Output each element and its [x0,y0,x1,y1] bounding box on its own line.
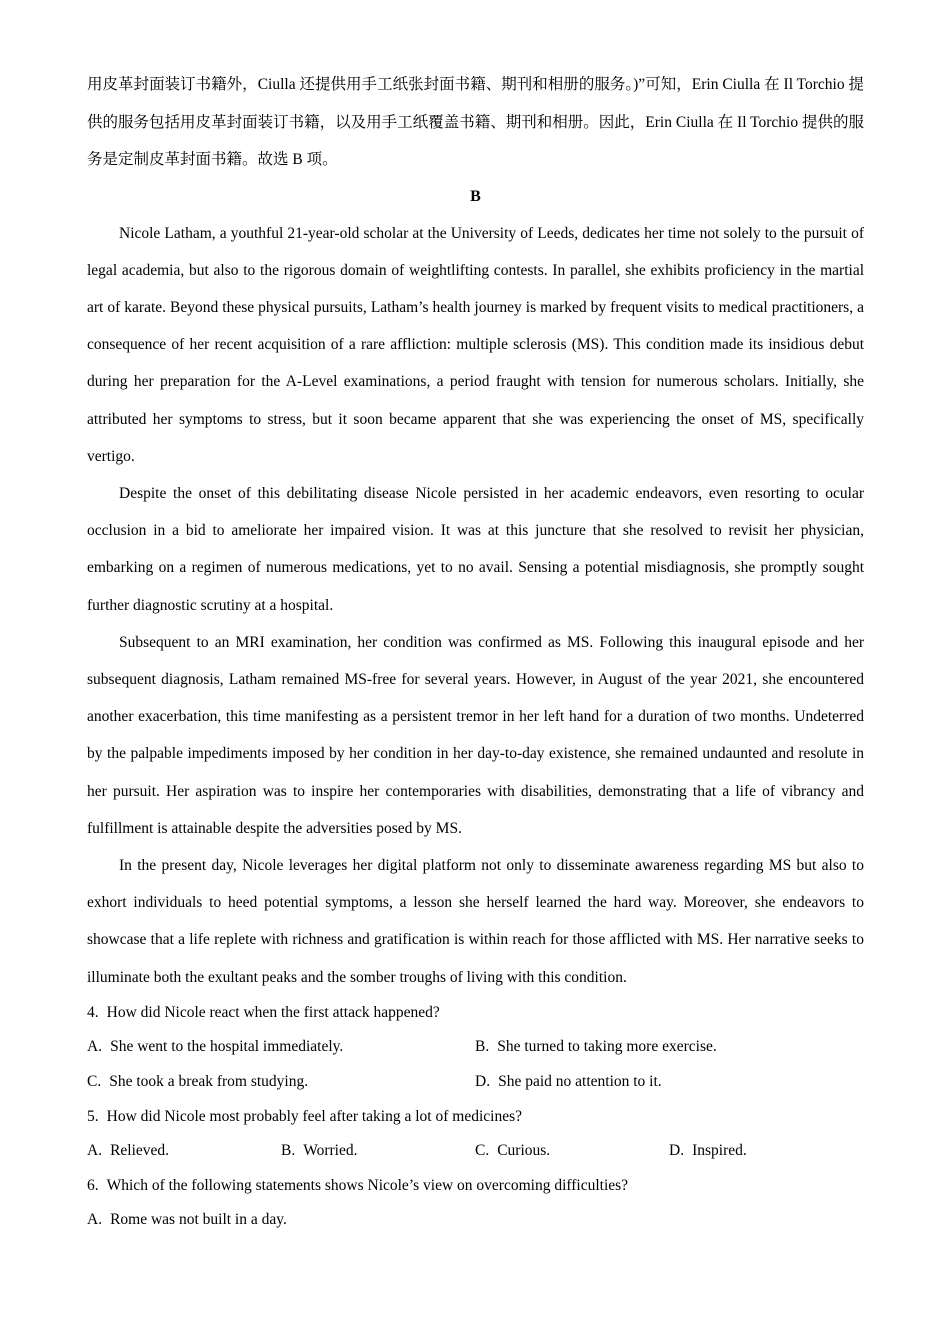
option-label: D. [475,1072,491,1090]
answer-option[interactable] [87,1134,281,1169]
question-block [87,996,864,1100]
answer-option[interactable] [669,1134,863,1169]
answer-option[interactable] [87,1203,475,1238]
option-text: She went to the hospital immediately. [110,1038,344,1056]
option-label: A. [87,1038,103,1056]
option-label: B. [281,1142,296,1160]
option-text: She turned to taking more exercise. [497,1038,717,1056]
option-label: C. [87,1072,102,1090]
option-text: Worried. [303,1142,358,1160]
question-block [87,1100,864,1169]
question-stem [87,1169,864,1204]
passage [87,215,864,996]
answer-option[interactable] [475,1134,669,1169]
answer-option[interactable] [475,1030,863,1065]
answer-option[interactable] [87,1065,475,1100]
option-text: Inspired. [692,1142,747,1160]
option-label: A. [87,1142,103,1160]
option-text: She paid no attention to it. [498,1072,662,1090]
answer-options [87,1134,864,1169]
question-number: 4. [87,1003,99,1021]
section-heading: B [470,187,481,205]
option-label: C. [475,1142,490,1160]
answer-option[interactable] [475,1065,863,1100]
answer-option[interactable] [281,1134,475,1169]
question-text: Which of the following statements shows Nicole’s view on overcoming difficulties? [106,1176,629,1194]
passage-paragraph: Subsequent to an MRI examination, her condition was confirmed as MS. Following this inaugural episode and her subsequent diagnosis, Latham remained MS-free for several years. However, in August of the year 2021, she encountered another exacerbation, this time manifesting as a persistent tremor in her left hand for a duration of two months. Undeterred by the palpable impediments imposed by her condition in her day-to-day existence, she remained undaunted and resolute in her pursuit. Her aspiration was to inspire her contemporaries with disabilities, demonstrating that a life of vibrancy and fulfillment is attainable despite the adversities posed by MS. [87,633,864,837]
answer-options [87,1203,864,1238]
intro-explanation: 用皮革封面装订书籍外，Ciulla 还提供用手工纸张封面书籍、期刊和相册的服务。)”可知，Erin Ciulla 在 Il Torchio 提供的服务包括用皮革封面装订书籍，以及用手工纸覆盖书籍、期刊和相册。因此，Erin Ciulla 在 Il Torchio 提供的服务是定制皮革封面书籍。故选 B 项。 [87,76,864,168]
question-block [87,1169,864,1238]
question-text: How did Nicole react when the first attack happened? [106,1003,440,1021]
option-label: D. [669,1142,685,1160]
question-text: How did Nicole most probably feel after taking a lot of medicines? [106,1107,522,1125]
passage-paragraph: In the present day, Nicole leverages her digital platform not only to disseminate awareness regarding MS but also to exhort individuals to heed potential symptoms, a lesson she herself learned the hard way. Moreover, she endeavors to showcase that a life replete with richness and gratification is within reach for those afflicted with MS. Her narrative seeks to illuminate both the exultant peaks and the somber troughs of living with this condition. [87,856,864,986]
option-label: B. [475,1038,490,1056]
option-text: Relieved. [110,1142,170,1160]
question-stem [87,996,864,1031]
option-text: She took a break from studying. [109,1072,309,1090]
passage-paragraph: Nicole Latham, a youthful 21-year-old scholar at the University of Leeds, dedicates her time not solely to the pursuit of legal academia, but also to the rigorous domain of weightlifting contests. In parallel, she exhibits proficiency in the martial art of karate. Beyond these physical pursuits, Latham’s health journey is marked by frequent visits to medical practitioners, a consequence of her recent acquisition of a rare affliction: multiple sclerosis (MS). This condition made its insidious debut during her preparation for the A-Level examinations, a period fraught with tension for numerous scholars. Initially, she attributed her symptoms to stress, but it soon became apparent that she was experiencing the onset of MS, specifically vertigo. [87,224,864,465]
question-number: 5. [87,1107,99,1125]
option-text: Curious. [497,1142,551,1160]
option-text: Rome was not built in a day. [110,1211,287,1229]
option-label: A. [87,1211,103,1229]
answer-options [87,1030,864,1099]
document-page [87,66,864,1238]
question-stem [87,1100,864,1135]
question-number: 6. [87,1176,99,1194]
passage-paragraph: Despite the onset of this debilitating disease Nicole persisted in her academic endeavors, even resorting to ocular occlusion in a bid to ameliorate her impaired vision. It was at this juncture that she resolved to revisit her physician, embarking on a regimen of numerous medications, yet to no avail. Sensing a potential misdiagnosis, she promptly sought further diagnostic scrutiny at a hospital. [87,484,864,614]
answer-option[interactable] [87,1030,475,1065]
